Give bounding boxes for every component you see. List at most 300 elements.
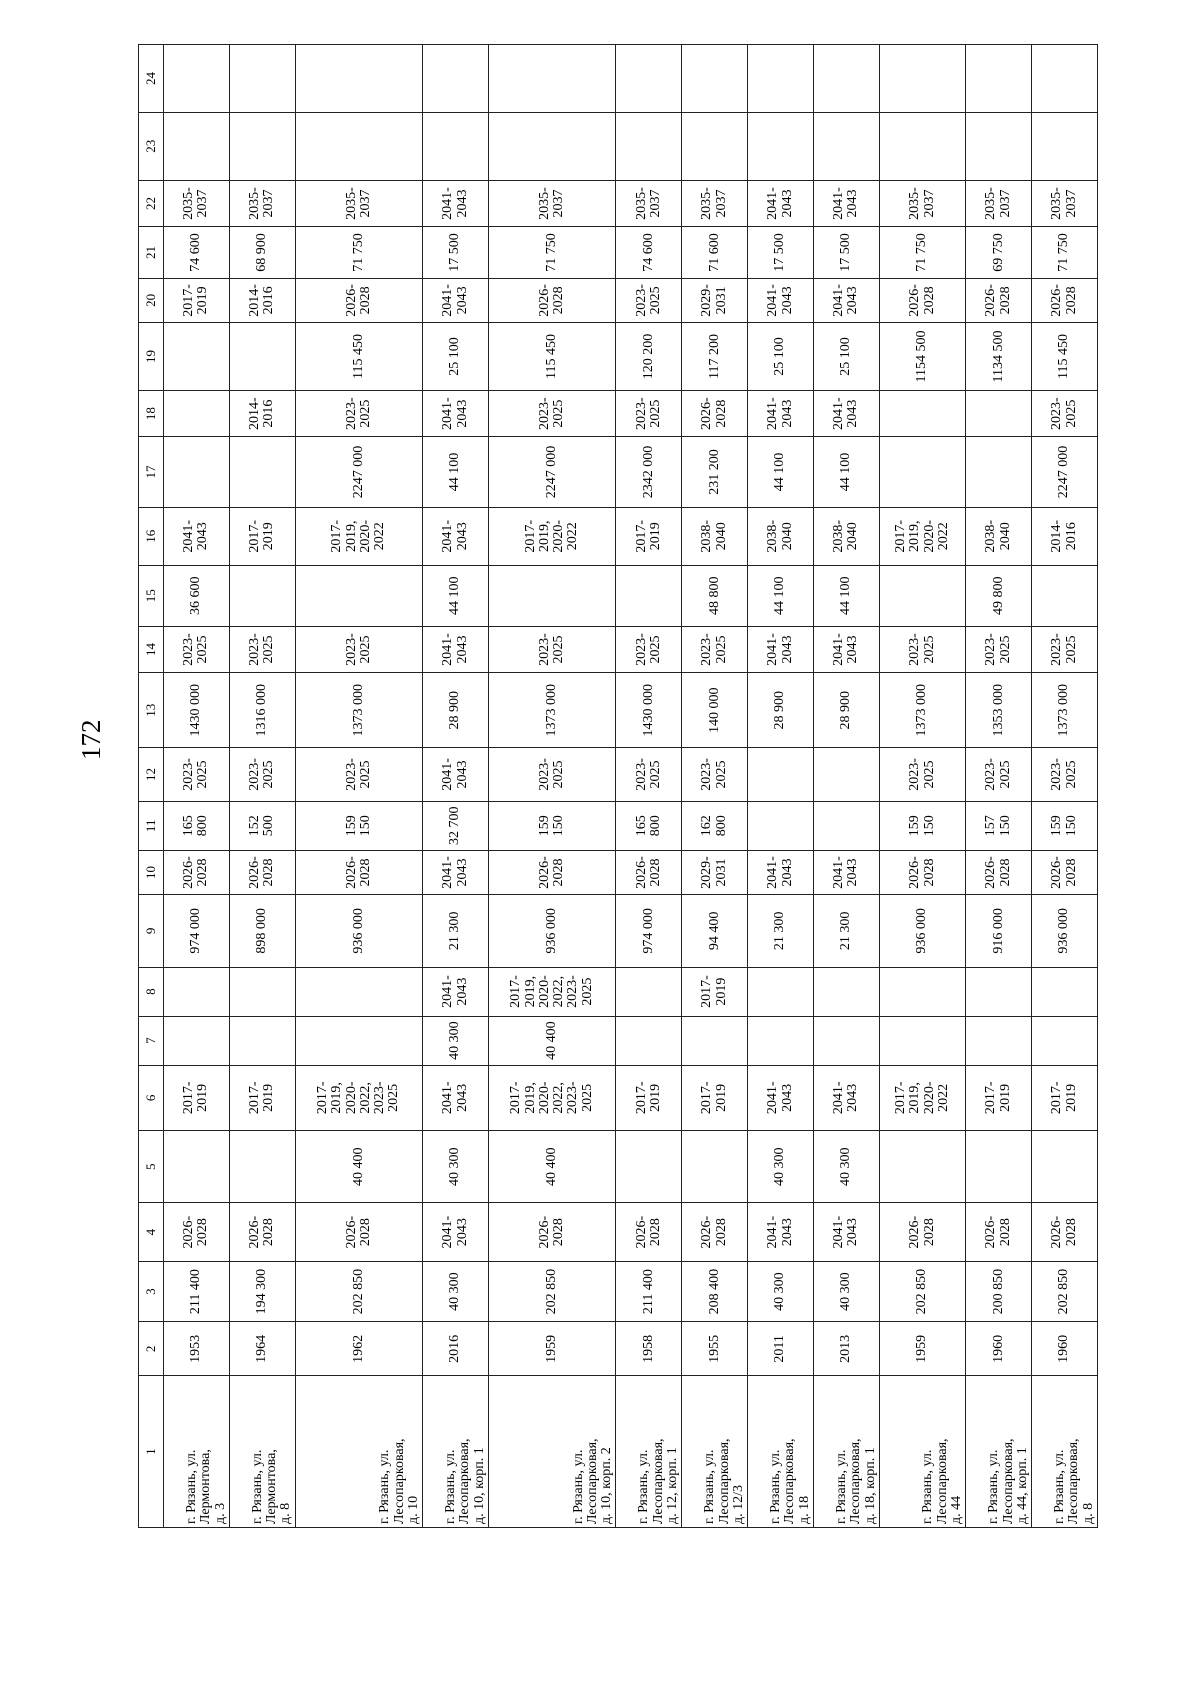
table-cell: 17 500 xyxy=(748,227,814,278)
table-cell: 2041- 2043 xyxy=(164,507,230,565)
column-number-3: 3 xyxy=(139,1261,164,1322)
table-cell: 2041- 2043 xyxy=(423,180,489,227)
table-cell: 157 150 xyxy=(966,801,1032,850)
address-cell: г. Рязань, ул. Лесопарковая, д. 18, корп. 1 xyxy=(813,1376,879,1528)
table-cell: 2035- 2037 xyxy=(1032,180,1098,227)
column-number-15: 15 xyxy=(139,565,164,626)
table-cell: 2026- 2028 xyxy=(966,850,1032,894)
table-cell xyxy=(295,565,422,626)
table-cell: 2026- 2028 xyxy=(616,850,682,894)
table-cell: 2247 000 xyxy=(488,437,615,507)
table-row xyxy=(682,45,748,1528)
table-cell xyxy=(879,967,965,1016)
column-number-19: 19 xyxy=(139,323,164,391)
table-cell: 74 600 xyxy=(164,227,230,278)
table-cell: 71 750 xyxy=(295,227,422,278)
table-cell: 25 100 xyxy=(423,323,489,391)
table-cell xyxy=(423,45,489,113)
table-cell xyxy=(295,1016,422,1065)
column-number-21: 21 xyxy=(139,227,164,278)
table-cell: 28 900 xyxy=(813,673,879,748)
table-cell xyxy=(616,967,682,1016)
table-row xyxy=(488,45,615,1528)
table-cell xyxy=(229,1131,295,1203)
table-cell: 2017- 2019 xyxy=(164,278,230,322)
column-number-24: 24 xyxy=(139,45,164,113)
table-cell: 2035- 2037 xyxy=(295,180,422,227)
table-cell xyxy=(748,748,814,802)
table-cell: 21 300 xyxy=(423,895,489,967)
table-cell xyxy=(616,45,682,113)
table-cell xyxy=(682,1016,748,1065)
table-cell: 1353 000 xyxy=(966,673,1032,748)
table-cell: 2017- 2019 xyxy=(966,1065,1032,1130)
column-number-10: 10 xyxy=(139,850,164,894)
table-cell xyxy=(229,323,295,391)
table-cell: 2041- 2043 xyxy=(423,507,489,565)
table-cell: 2023- 2025 xyxy=(164,626,230,673)
table-cell: 165 800 xyxy=(164,801,230,850)
column-number-4: 4 xyxy=(139,1203,164,1261)
table-row xyxy=(748,45,814,1528)
address-cell: г. Рязань, ул. Лесопарковая, д. 44, корп. 1 xyxy=(966,1376,1032,1528)
table-cell: 49 800 xyxy=(966,565,1032,626)
table-cell: 1316 000 xyxy=(229,673,295,748)
table-cell xyxy=(164,112,230,180)
table-row xyxy=(423,45,489,1528)
table-cell: 44 100 xyxy=(748,437,814,507)
column-number-9: 9 xyxy=(139,895,164,967)
table-cell xyxy=(229,45,295,113)
table-cell: 2017- 2019, 2020- 2022, 2023- 2025 xyxy=(488,967,615,1016)
repair-schedule-table xyxy=(138,44,1098,1528)
column-number-18: 18 xyxy=(139,390,164,437)
table-cell xyxy=(879,1016,965,1065)
table-cell: 21 300 xyxy=(813,895,879,967)
table-cell: 44 100 xyxy=(748,565,814,626)
table-cell: 48 800 xyxy=(682,565,748,626)
table-cell: 2026- 2028 xyxy=(295,850,422,894)
table-cell: 25 100 xyxy=(813,323,879,391)
address-cell: г. Рязань, ул. Лесопарковая, д. 44 xyxy=(879,1376,965,1528)
table-cell: 2023- 2025 xyxy=(616,626,682,673)
table-cell: 40 300 xyxy=(423,1261,489,1322)
table-cell xyxy=(229,967,295,1016)
table-cell xyxy=(813,112,879,180)
table-cell: 2026- 2028 xyxy=(966,278,1032,322)
table-cell: 36 600 xyxy=(164,565,230,626)
table-cell: 1430 000 xyxy=(616,673,682,748)
table-cell xyxy=(966,390,1032,437)
table-cell: 2035- 2037 xyxy=(879,180,965,227)
column-number-13: 13 xyxy=(139,673,164,748)
table-cell: 2023- 2025 xyxy=(879,626,965,673)
table-cell xyxy=(164,1131,230,1203)
year-built-cell: 1959 xyxy=(488,1322,615,1376)
column-number-23: 23 xyxy=(139,112,164,180)
table-cell: 71 750 xyxy=(488,227,615,278)
table-cell: 2026- 2028 xyxy=(1032,850,1098,894)
column-number-2: 2 xyxy=(139,1322,164,1376)
table-cell: 2014- 2016 xyxy=(229,278,295,322)
table-cell xyxy=(295,967,422,1016)
table-cell xyxy=(682,112,748,180)
table-row xyxy=(966,45,1032,1528)
table-cell xyxy=(616,565,682,626)
address-cell: г. Рязань, ул. Лесопарковая, д. 18 xyxy=(748,1376,814,1528)
table-cell: 208 400 xyxy=(682,1261,748,1322)
table-cell: 2041- 2043 xyxy=(813,1203,879,1261)
column-number-16: 16 xyxy=(139,507,164,565)
table-cell: 40 300 xyxy=(748,1261,814,1322)
table-cell: 2014- 2016 xyxy=(229,390,295,437)
table-cell xyxy=(879,390,965,437)
table-row xyxy=(616,45,682,1528)
table-cell: 200 850 xyxy=(966,1261,1032,1322)
table-cell: 2026- 2028 xyxy=(488,850,615,894)
column-number-22: 22 xyxy=(139,180,164,227)
table-cell xyxy=(1032,45,1098,113)
table-cell xyxy=(164,1016,230,1065)
column-number-14: 14 xyxy=(139,626,164,673)
table-cell xyxy=(488,45,615,113)
table-cell: 1430 000 xyxy=(164,673,230,748)
table-cell: 936 000 xyxy=(1032,895,1098,967)
table-cell: 115 450 xyxy=(295,323,422,391)
table-cell: 2023- 2025 xyxy=(966,626,1032,673)
table-cell: 40 300 xyxy=(813,1261,879,1322)
table-cell: 1373 000 xyxy=(1032,673,1098,748)
year-built-cell: 2013 xyxy=(813,1322,879,1376)
address-cell: г. Рязань, ул. Лермонтова, д. 8 xyxy=(229,1376,295,1528)
table-cell xyxy=(966,437,1032,507)
table-cell xyxy=(616,1016,682,1065)
address-cell: г. Рязань, ул. Лесопарковая, д. 10, корп. 2 xyxy=(488,1376,615,1528)
table-cell xyxy=(813,1016,879,1065)
table-cell: 2342 000 xyxy=(616,437,682,507)
table-cell: 2026- 2028 xyxy=(682,1203,748,1261)
table-cell: 202 850 xyxy=(488,1261,615,1322)
table-cell: 936 000 xyxy=(488,895,615,967)
table-cell: 936 000 xyxy=(295,895,422,967)
table-cell xyxy=(164,45,230,113)
table-cell: 44 100 xyxy=(423,437,489,507)
table-cell xyxy=(879,45,965,113)
table-cell: 2017- 2019, 2020- 2022 xyxy=(879,507,965,565)
table-cell: 2041- 2043 xyxy=(423,278,489,322)
table-cell: 2038- 2040 xyxy=(813,507,879,565)
table-cell: 2026- 2028 xyxy=(682,390,748,437)
table-cell: 2041- 2043 xyxy=(423,626,489,673)
table-cell: 2041- 2043 xyxy=(748,1203,814,1261)
table-row xyxy=(879,45,965,1528)
table-cell: 71 750 xyxy=(879,227,965,278)
year-built-cell: 1960 xyxy=(966,1322,1032,1376)
table-cell: 2026- 2028 xyxy=(229,850,295,894)
table-cell: 2041- 2043 xyxy=(748,278,814,322)
table-cell: 2023- 2025 xyxy=(682,748,748,802)
table-cell: 2035- 2037 xyxy=(229,180,295,227)
table-cell: 159 150 xyxy=(1032,801,1098,850)
address-cell: г. Рязань, ул. Лесопарковая, д. 12/3 xyxy=(682,1376,748,1528)
table-cell: 2017- 2019 xyxy=(616,1065,682,1130)
table-cell: 40 400 xyxy=(488,1131,615,1203)
table-cell xyxy=(164,390,230,437)
table-cell: 202 850 xyxy=(1032,1261,1098,1322)
table-cell: 74 600 xyxy=(616,227,682,278)
table-cell: 2026- 2028 xyxy=(295,1203,422,1261)
table-cell xyxy=(879,112,965,180)
table-cell xyxy=(616,1131,682,1203)
table-cell: 2023- 2025 xyxy=(229,748,295,802)
table-cell: 2023- 2025 xyxy=(1032,748,1098,802)
table-cell: 44 100 xyxy=(423,565,489,626)
table-cell: 2026- 2028 xyxy=(488,278,615,322)
table-cell: 40 300 xyxy=(748,1131,814,1203)
table-cell: 44 100 xyxy=(813,565,879,626)
table-cell xyxy=(966,112,1032,180)
column-number-11: 11 xyxy=(139,801,164,850)
table-cell: 40 400 xyxy=(488,1016,615,1065)
table-cell xyxy=(229,1016,295,1065)
table-cell: 71 600 xyxy=(682,227,748,278)
address-cell: г. Рязань, ул. Лесопарковая, д. 12, корп. 1 xyxy=(616,1376,682,1528)
table-cell xyxy=(879,1131,965,1203)
table-cell xyxy=(748,1016,814,1065)
table-cell: 2026- 2028 xyxy=(879,1203,965,1261)
table-cell: 2041- 2043 xyxy=(423,390,489,437)
table-cell: 2041- 2043 xyxy=(813,1065,879,1130)
address-cell: г. Рязань, ул. Лесопарковая, д. 10 xyxy=(295,1376,422,1528)
table-cell: 2035- 2037 xyxy=(616,180,682,227)
table-header-row xyxy=(139,45,164,1528)
table-cell xyxy=(1032,112,1098,180)
table-cell: 159 150 xyxy=(295,801,422,850)
table-cell: 69 750 xyxy=(966,227,1032,278)
table-cell: 2038- 2040 xyxy=(748,507,814,565)
table-cell: 211 400 xyxy=(164,1261,230,1322)
table-cell xyxy=(1032,1016,1098,1065)
table-cell: 2017- 2019 xyxy=(229,1065,295,1130)
table-cell: 165 800 xyxy=(616,801,682,850)
table-cell: 2023- 2025 xyxy=(966,748,1032,802)
table-cell: 2041- 2043 xyxy=(748,390,814,437)
table-cell: 2041- 2043 xyxy=(813,278,879,322)
table-cell: 2017- 2019 xyxy=(164,1065,230,1130)
year-built-cell: 1962 xyxy=(295,1322,422,1376)
table-cell xyxy=(1032,967,1098,1016)
table-cell: 1134 500 xyxy=(966,323,1032,391)
table-cell: 2014- 2016 xyxy=(1032,507,1098,565)
table-cell xyxy=(748,801,814,850)
year-built-cell: 1964 xyxy=(229,1322,295,1376)
table-cell xyxy=(164,323,230,391)
table-cell: 2041- 2043 xyxy=(423,967,489,1016)
table-cell xyxy=(488,112,615,180)
table-cell xyxy=(295,45,422,113)
column-number-1: 1 xyxy=(139,1376,164,1528)
year-built-cell: 2016 xyxy=(423,1322,489,1376)
table-cell: 2017- 2019, 2020- 2022 xyxy=(295,507,422,565)
table-row xyxy=(813,45,879,1528)
table-cell: 2026- 2028 xyxy=(1032,278,1098,322)
table-cell xyxy=(748,112,814,180)
table-cell xyxy=(879,437,965,507)
table-cell: 2026- 2028 xyxy=(295,278,422,322)
table-cell xyxy=(966,1016,1032,1065)
table-cell: 2038- 2040 xyxy=(682,507,748,565)
table-cell: 2041- 2043 xyxy=(423,850,489,894)
table-cell: 44 100 xyxy=(813,437,879,507)
table-cell xyxy=(1032,565,1098,626)
table-cell: 2023- 2025 xyxy=(1032,390,1098,437)
column-number-8: 8 xyxy=(139,967,164,1016)
table-cell: 974 000 xyxy=(616,895,682,967)
table-cell xyxy=(229,112,295,180)
table-cell: 194 300 xyxy=(229,1261,295,1322)
table-cell: 25 100 xyxy=(748,323,814,391)
table-cell: 2023- 2025 xyxy=(229,626,295,673)
column-number-7: 7 xyxy=(139,1016,164,1065)
table-cell xyxy=(423,112,489,180)
table-cell: 115 450 xyxy=(488,323,615,391)
table-cell: 2023- 2025 xyxy=(295,626,422,673)
year-built-cell: 1953 xyxy=(164,1322,230,1376)
table-cell: 2041- 2043 xyxy=(423,748,489,802)
table-cell: 17 500 xyxy=(423,227,489,278)
table-cell: 2017- 2019, 2020- 2022, 2023- 2025 xyxy=(295,1065,422,1130)
table-cell: 2041- 2043 xyxy=(748,850,814,894)
table-cell: 2017- 2019, 2020- 2022 xyxy=(488,507,615,565)
table-cell: 2035- 2037 xyxy=(966,180,1032,227)
table-cell: 71 750 xyxy=(1032,227,1098,278)
year-built-cell: 1959 xyxy=(879,1322,965,1376)
page-number: 172 xyxy=(76,719,106,760)
table-cell: 40 400 xyxy=(295,1131,422,1203)
table-cell xyxy=(229,565,295,626)
table-cell: 202 850 xyxy=(295,1261,422,1322)
table-cell: 916 000 xyxy=(966,895,1032,967)
table-cell: 2026- 2028 xyxy=(879,278,965,322)
table-cell: 1373 000 xyxy=(295,673,422,748)
table-cell: 1373 000 xyxy=(879,673,965,748)
table-cell: 140 000 xyxy=(682,673,748,748)
table-row xyxy=(295,45,422,1528)
table-cell: 2023- 2025 xyxy=(164,748,230,802)
table-cell: 94 400 xyxy=(682,895,748,967)
table-cell xyxy=(164,437,230,507)
table-cell: 2035- 2037 xyxy=(488,180,615,227)
column-number-5: 5 xyxy=(139,1131,164,1203)
table-cell: 2041- 2043 xyxy=(423,1065,489,1130)
table-cell: 152 500 xyxy=(229,801,295,850)
table-cell: 2023- 2025 xyxy=(488,390,615,437)
address-cell: г. Рязань, ул. Лермонтова, д. 3 xyxy=(164,1376,230,1528)
table-cell: 2041- 2043 xyxy=(813,626,879,673)
table-cell: 40 300 xyxy=(423,1016,489,1065)
table-cell xyxy=(966,45,1032,113)
table-row xyxy=(229,45,295,1528)
table-cell: 2017- 2019, 2020- 2022 xyxy=(879,1065,965,1130)
table-cell: 2023- 2025 xyxy=(616,748,682,802)
table-cell: 2026- 2028 xyxy=(616,1203,682,1261)
table-cell: 159 150 xyxy=(488,801,615,850)
table-cell xyxy=(488,565,615,626)
table-cell: 2023- 2025 xyxy=(616,278,682,322)
column-number-17: 17 xyxy=(139,437,164,507)
table-container xyxy=(138,44,1098,1528)
table-cell: 2041- 2043 xyxy=(748,180,814,227)
table-cell: 2023- 2025 xyxy=(295,390,422,437)
year-built-cell: 2011 xyxy=(748,1322,814,1376)
table-cell: 2026- 2028 xyxy=(1032,1203,1098,1261)
table-cell: 974 000 xyxy=(164,895,230,967)
table-cell: 32 700 xyxy=(423,801,489,850)
table-cell: 2017- 2019, 2020- 2022, 2023- 2025 xyxy=(488,1065,615,1130)
table-cell: 2041- 2043 xyxy=(748,626,814,673)
table-cell: 2041- 2043 xyxy=(813,180,879,227)
table-cell: 231 200 xyxy=(682,437,748,507)
table-cell: 159 150 xyxy=(879,801,965,850)
table-cell: 2023- 2025 xyxy=(879,748,965,802)
table-cell xyxy=(966,967,1032,1016)
column-number-20: 20 xyxy=(139,278,164,322)
table-cell xyxy=(616,112,682,180)
table-cell: 68 900 xyxy=(229,227,295,278)
table-cell: 2017- 2019 xyxy=(229,507,295,565)
table-cell: 2026- 2028 xyxy=(966,1203,1032,1261)
table-cell: 115 450 xyxy=(1032,323,1098,391)
table-cell: 2017- 2019 xyxy=(682,967,748,1016)
table-cell: 2247 000 xyxy=(1032,437,1098,507)
table-cell: 2041- 2043 xyxy=(748,1065,814,1130)
table-cell: 1373 000 xyxy=(488,673,615,748)
table-cell: 40 300 xyxy=(423,1131,489,1203)
table-cell: 2035- 2037 xyxy=(682,180,748,227)
table-cell: 17 500 xyxy=(813,227,879,278)
table-cell: 2026- 2028 xyxy=(229,1203,295,1261)
table-cell: 2026- 2028 xyxy=(879,850,965,894)
table-cell xyxy=(966,1131,1032,1203)
table-cell xyxy=(748,967,814,1016)
table-cell: 2017- 2019 xyxy=(682,1065,748,1130)
column-number-12: 12 xyxy=(139,748,164,802)
table-cell xyxy=(164,967,230,1016)
table-row xyxy=(1032,45,1098,1528)
table-cell: 936 000 xyxy=(879,895,965,967)
table-cell: 2038- 2040 xyxy=(966,507,1032,565)
table-cell xyxy=(682,1131,748,1203)
table-cell xyxy=(748,45,814,113)
table-cell: 2017- 2019 xyxy=(1032,1065,1098,1130)
table-cell: 40 300 xyxy=(813,1131,879,1203)
table-cell xyxy=(813,748,879,802)
table-cell: 2041- 2043 xyxy=(813,390,879,437)
table-cell: 2023- 2025 xyxy=(295,748,422,802)
table-cell: 2023- 2025 xyxy=(682,626,748,673)
table-cell xyxy=(813,45,879,113)
table-cell: 2023- 2025 xyxy=(1032,626,1098,673)
table-cell: 28 900 xyxy=(748,673,814,748)
table-cell xyxy=(813,801,879,850)
table-cell: 2029- 2031 xyxy=(682,278,748,322)
table-cell: 2026- 2028 xyxy=(488,1203,615,1261)
table-cell: 2041- 2043 xyxy=(813,850,879,894)
table-cell xyxy=(682,45,748,113)
table-cell: 28 900 xyxy=(423,673,489,748)
table-cell xyxy=(1032,1131,1098,1203)
address-cell: г. Рязань, ул. Лесопарковая, д. 8 xyxy=(1032,1376,1098,1528)
